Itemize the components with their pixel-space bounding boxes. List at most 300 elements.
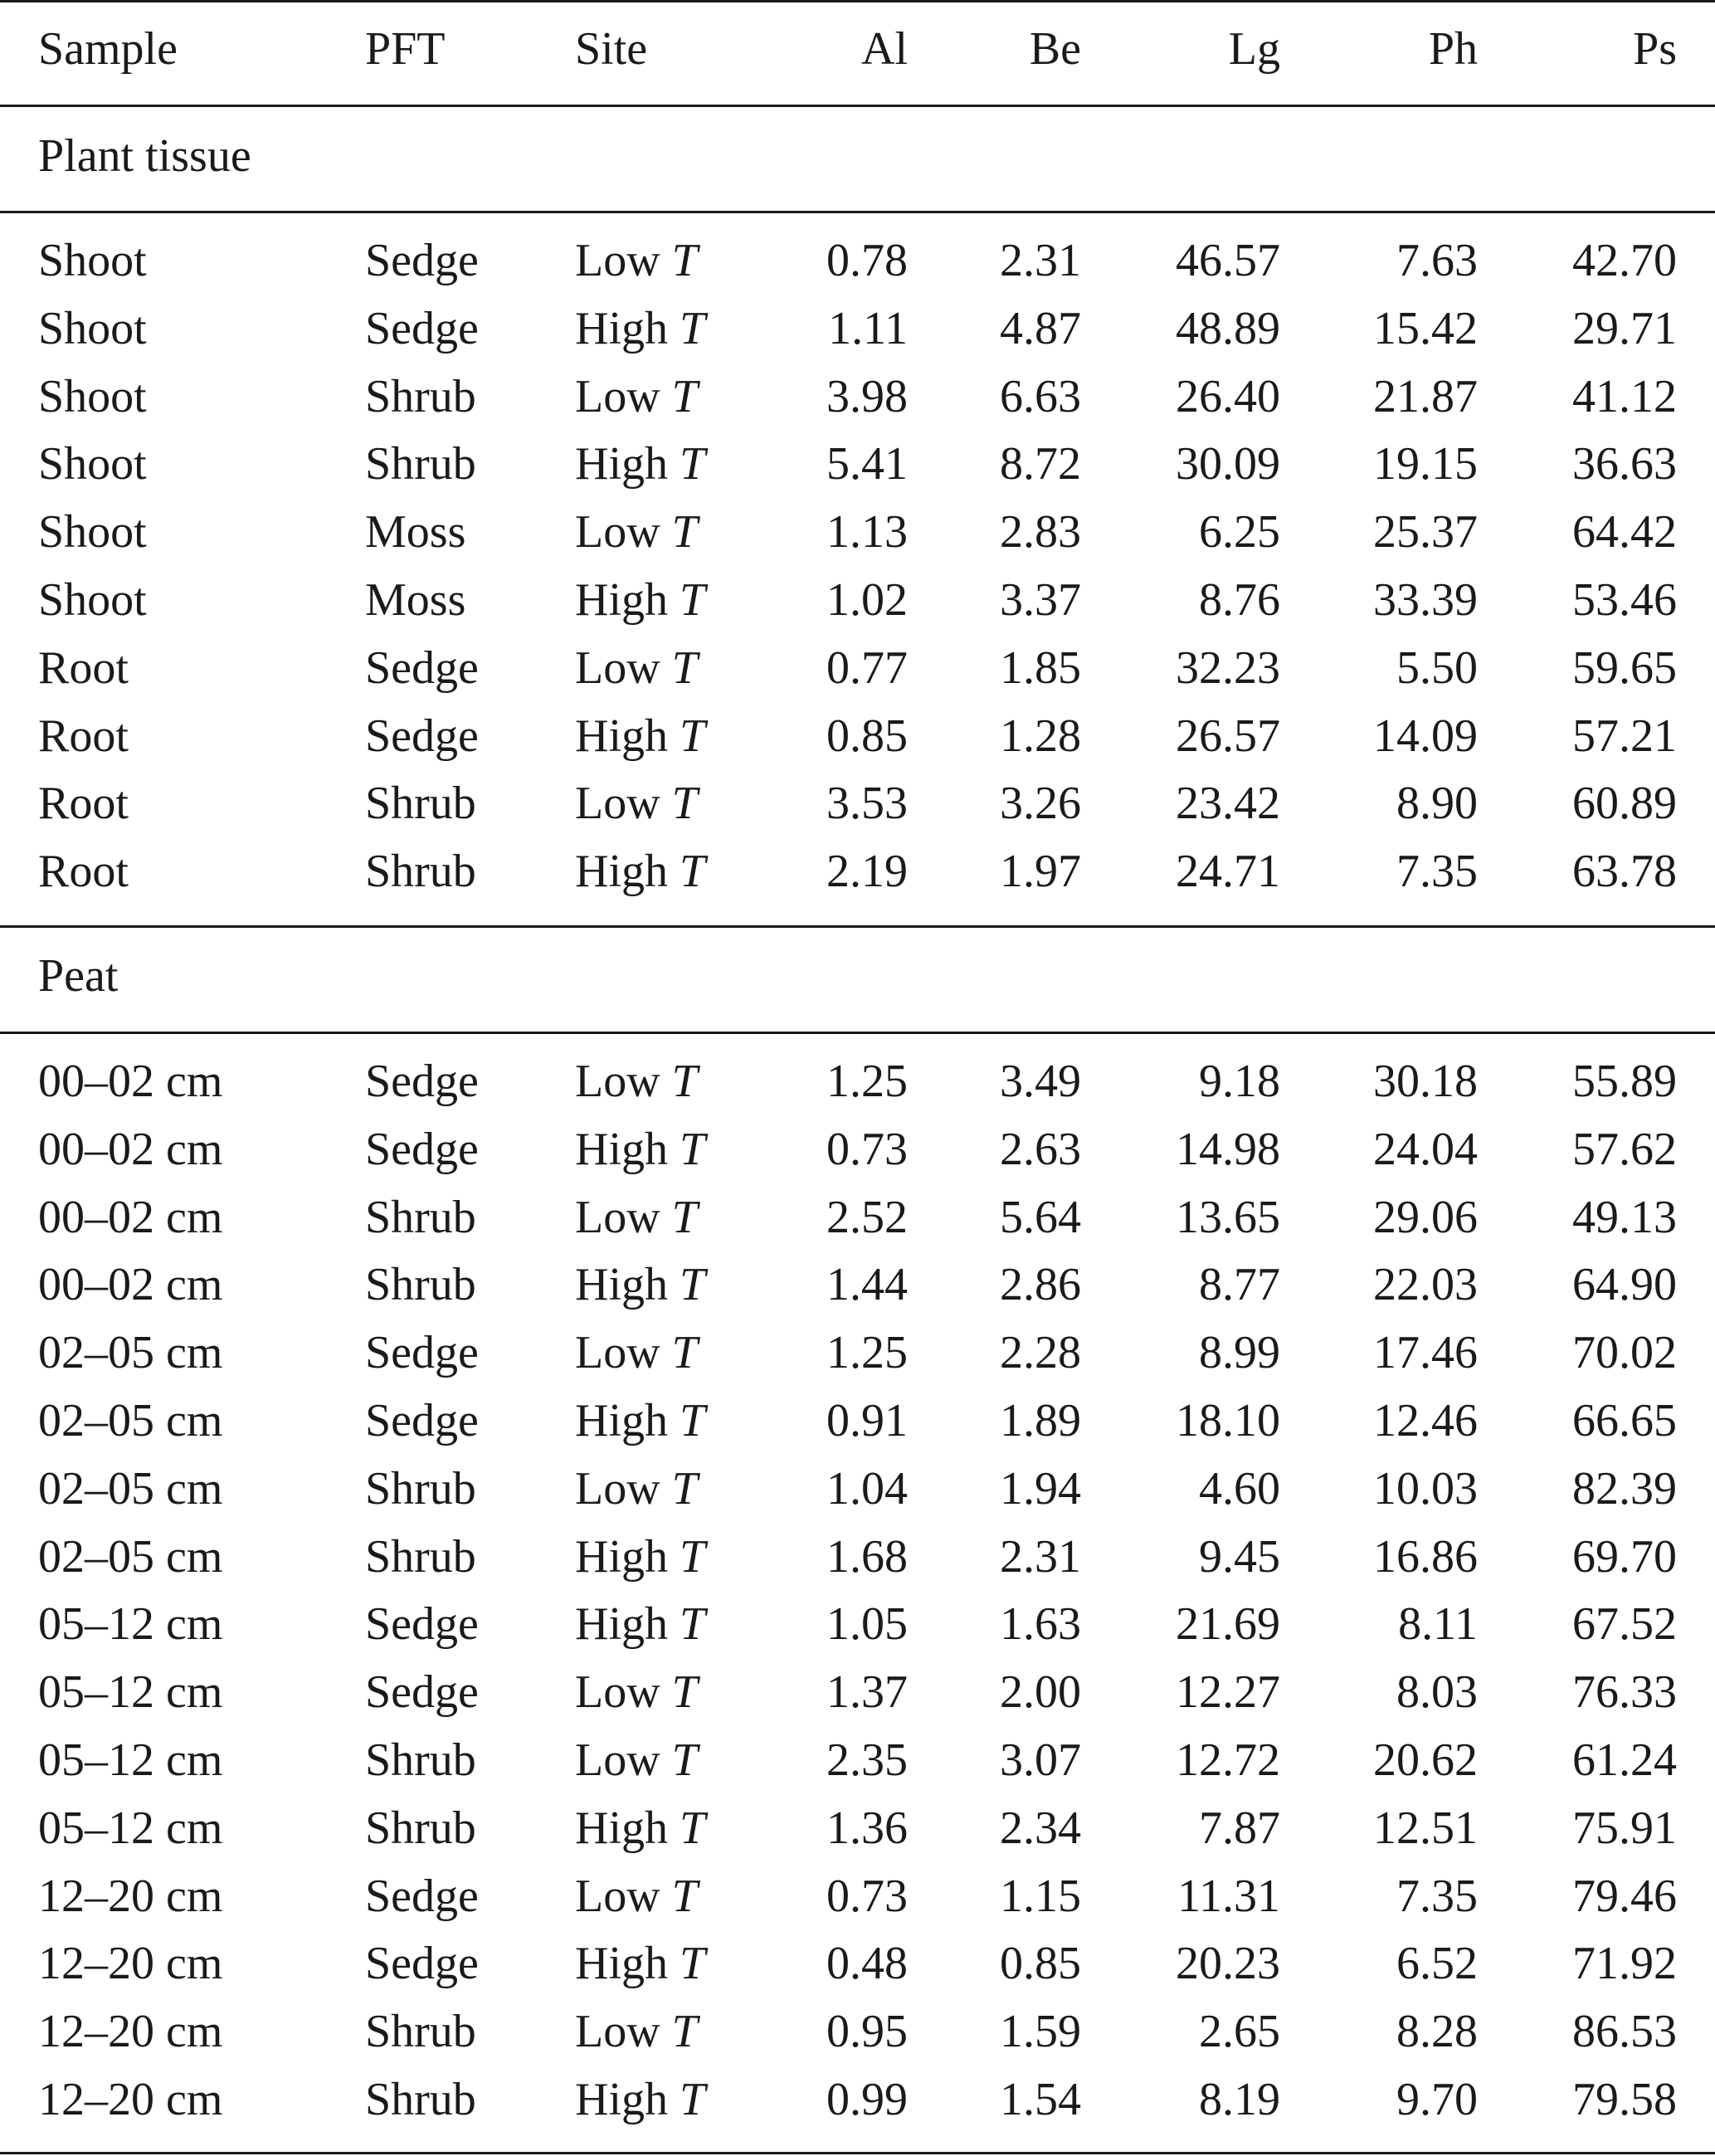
cell-lg: 12.72: [1176, 1734, 1280, 1786]
cell-sample: 00–02 cm: [38, 1056, 223, 1107]
temperature-symbol: T: [680, 574, 706, 626]
cell-al: 1.04: [826, 1462, 908, 1515]
cell-ph: 8.03: [1396, 1666, 1478, 1719]
cell-ps: 75.91: [1572, 1802, 1677, 1854]
cell-be: 1.59: [1000, 2006, 1081, 2058]
header-lg: Lg: [1228, 23, 1280, 75]
cell-ps: 69.70: [1572, 1530, 1677, 1583]
cell-be: 1.28: [1000, 710, 1081, 762]
cell-ps: 59.65: [1572, 641, 1677, 694]
cell-site: [575, 1115, 705, 1183]
table-row: [0, 498, 1715, 566]
cell-ph: 7.63: [1396, 235, 1478, 286]
temperature-symbol: T: [671, 1666, 698, 1719]
cell-ph: 7.35: [1396, 846, 1478, 898]
cell-al: 0.91: [826, 1395, 908, 1446]
temperature-symbol: T: [671, 2006, 698, 2058]
site-level: Low: [575, 1734, 660, 1786]
cell-site: [575, 1862, 698, 1930]
cell-site: [575, 1997, 698, 2066]
cell-lg: 11.31: [1177, 1870, 1280, 1922]
header-al: Al: [861, 23, 908, 75]
cell-sample: Shoot: [38, 302, 147, 354]
temperature-symbol: T: [671, 1191, 698, 1243]
cell-be: 3.07: [1000, 1734, 1081, 1786]
cell-be: 3.26: [1000, 778, 1081, 830]
cell-be: 6.63: [1000, 370, 1081, 422]
cell-al: 0.95: [826, 2006, 908, 2058]
cell-sample: 12–20 cm: [38, 1870, 223, 1922]
cell-pft: Shrub: [365, 2006, 476, 2058]
cell-be: 2.86: [1000, 1259, 1081, 1311]
cell-lg: 32.23: [1176, 641, 1280, 694]
cell-sample: Shoot: [38, 438, 147, 490]
temperature-symbol: T: [680, 846, 706, 898]
section-label: Peat: [38, 950, 119, 1002]
cell-pft: Shrub: [365, 1530, 476, 1583]
cell-sample: Root: [38, 710, 129, 762]
cell-lg: 18.10: [1176, 1395, 1280, 1446]
section-rule-below: [0, 211, 1715, 213]
site-level: Low: [575, 778, 660, 830]
header-site: Site: [575, 23, 648, 75]
cell-ph: 9.70: [1396, 2074, 1478, 2125]
site-level: Low: [575, 370, 660, 422]
cell-be: 2.34: [1000, 1802, 1081, 1854]
temperature-symbol: T: [671, 1870, 698, 1922]
cell-ps: 63.78: [1572, 846, 1677, 898]
cell-lg: 8.76: [1199, 574, 1280, 626]
cell-sample: 02–05 cm: [38, 1462, 223, 1515]
cell-lg: 9.18: [1199, 1056, 1280, 1107]
temperature-symbol: T: [671, 235, 698, 286]
site-level: Low: [575, 1462, 660, 1515]
cell-sample: 00–02 cm: [38, 1259, 223, 1311]
cell-be: 3.37: [1000, 574, 1081, 626]
cell-ph: 15.42: [1373, 302, 1478, 354]
table-row: [0, 566, 1715, 634]
cell-al: 1.37: [826, 1666, 908, 1719]
cell-ph: 16.86: [1373, 1530, 1478, 1583]
cell-site: [575, 837, 705, 905]
cell-lg: 4.60: [1199, 1462, 1280, 1515]
cell-sample: Shoot: [38, 370, 147, 422]
cell-pft: Sedge: [365, 1938, 479, 1990]
temperature-symbol: T: [671, 1734, 698, 1786]
cell-ph: 14.09: [1373, 710, 1478, 762]
cell-pft: Shrub: [365, 1734, 476, 1786]
site-level: Low: [575, 1056, 660, 1107]
site-level: High: [575, 1938, 668, 1990]
section-label-row: [0, 122, 1715, 190]
cell-site: [575, 227, 698, 295]
cell-ps: 71.92: [1572, 1938, 1677, 1990]
cell-be: 3.49: [1000, 1056, 1081, 1107]
cell-ph: 24.04: [1373, 1123, 1478, 1175]
table-row: [0, 1115, 1715, 1183]
temperature-symbol: T: [680, 2074, 706, 2125]
section-label-row: [0, 942, 1715, 1010]
cell-lg: 26.40: [1176, 370, 1280, 422]
site-level: High: [575, 1530, 668, 1583]
cell-sample: Root: [38, 778, 129, 830]
cell-pft: Sedge: [365, 710, 479, 762]
cell-ps: 79.46: [1572, 1870, 1677, 1922]
cell-be: 2.28: [1000, 1327, 1081, 1379]
cell-ph: 12.46: [1373, 1395, 1478, 1446]
table-row: [0, 1455, 1715, 1523]
cell-site: [575, 1047, 698, 1115]
site-level: Low: [575, 641, 660, 694]
cell-ps: 57.21: [1572, 710, 1677, 762]
site-level: High: [575, 438, 668, 490]
cell-al: 1.36: [826, 1802, 908, 1854]
header-ph: Ph: [1428, 23, 1478, 75]
cell-pft: Sedge: [365, 302, 479, 354]
cell-ph: 19.15: [1373, 438, 1478, 490]
table-row: [0, 1929, 1715, 1997]
cell-pft: Sedge: [365, 1395, 479, 1446]
cell-pft: Sedge: [365, 235, 479, 286]
cell-pft: Shrub: [365, 1191, 476, 1243]
cell-site: [575, 430, 705, 498]
cell-pft: Shrub: [365, 370, 476, 422]
cell-be: 1.63: [1000, 1598, 1081, 1651]
header-ps: Ps: [1633, 23, 1677, 75]
cell-be: 5.64: [1000, 1191, 1081, 1243]
temperature-symbol: T: [680, 1802, 706, 1854]
site-level: Low: [575, 1666, 660, 1719]
cell-ps: 41.12: [1572, 370, 1677, 422]
cell-sample: Shoot: [38, 235, 147, 286]
cell-site: [575, 1658, 698, 1726]
cell-ph: 20.62: [1373, 1734, 1478, 1786]
table-row: [0, 1794, 1715, 1862]
cell-ps: 36.63: [1572, 438, 1677, 490]
cell-be: 2.00: [1000, 1666, 1081, 1719]
cell-al: 0.85: [826, 710, 908, 762]
cell-al: 0.78: [826, 235, 908, 286]
cell-ph: 22.03: [1373, 1259, 1478, 1311]
site-level: Low: [575, 1191, 660, 1243]
cell-al: 0.73: [826, 1123, 908, 1175]
cell-pft: Shrub: [365, 1259, 476, 1311]
table-row: [0, 769, 1715, 837]
cell-lg: 24.71: [1176, 846, 1280, 898]
cell-site: [575, 1590, 705, 1658]
cell-pft: Sedge: [365, 1666, 479, 1719]
temperature-symbol: T: [671, 1056, 698, 1107]
table-row: [0, 1997, 1715, 2066]
site-level: High: [575, 1259, 668, 1311]
header-sample: Sample: [38, 23, 178, 75]
cell-sample: 12–20 cm: [38, 1938, 223, 1990]
cell-pft: Shrub: [365, 1802, 476, 1854]
cell-site: [575, 2066, 705, 2134]
cell-ph: 33.39: [1373, 574, 1478, 626]
cell-ph: 8.28: [1396, 2006, 1478, 2058]
cell-ph: 12.51: [1373, 1802, 1478, 1854]
cell-pft: Sedge: [365, 1056, 479, 1107]
temperature-symbol: T: [671, 370, 698, 422]
top-rule: [0, 0, 1715, 2]
site-level: High: [575, 846, 668, 898]
cell-al: 1.68: [826, 1530, 908, 1583]
cell-pft: Moss: [365, 506, 466, 559]
cell-ps: 64.90: [1572, 1259, 1677, 1311]
cell-sample: Shoot: [38, 506, 147, 559]
temperature-symbol: T: [671, 641, 698, 694]
site-level: Low: [575, 2006, 660, 2058]
cell-lg: 8.19: [1199, 2074, 1280, 2125]
cell-al: 1.25: [826, 1056, 908, 1107]
table-row: [0, 1047, 1715, 1115]
site-level: Low: [575, 506, 660, 559]
cell-sample: 02–05 cm: [38, 1327, 223, 1379]
bottom-rule: [0, 2152, 1715, 2154]
temperature-symbol: T: [680, 1598, 706, 1651]
cell-ps: 67.52: [1572, 1598, 1677, 1651]
table-row: [0, 1658, 1715, 1726]
table-row: [0, 837, 1715, 905]
cell-pft: Moss: [365, 574, 466, 626]
table-row: [0, 1862, 1715, 1930]
cell-lg: 20.23: [1176, 1938, 1280, 1990]
cell-al: 2.52: [826, 1191, 908, 1243]
cell-sample: 02–05 cm: [38, 1395, 223, 1446]
cell-lg: 12.27: [1176, 1666, 1280, 1719]
temperature-symbol: T: [680, 1259, 706, 1311]
table-row: [0, 363, 1715, 431]
cell-ph: 7.35: [1396, 1870, 1478, 1922]
table-row: [0, 1319, 1715, 1387]
cell-al: 0.73: [826, 1870, 908, 1922]
site-level: High: [575, 1802, 668, 1854]
table-row: [0, 227, 1715, 295]
cell-sample: Shoot: [38, 574, 147, 626]
cell-site: [575, 1251, 705, 1319]
cell-site: [575, 1319, 698, 1387]
cell-sample: Root: [38, 846, 129, 898]
temperature-symbol: T: [680, 302, 706, 354]
cell-lg: 14.98: [1176, 1123, 1280, 1175]
temperature-symbol: T: [680, 710, 706, 762]
cell-ps: 55.89: [1572, 1056, 1677, 1107]
cell-site: [575, 1455, 698, 1523]
cell-ps: 57.62: [1572, 1123, 1677, 1175]
site-level: High: [575, 1123, 668, 1175]
cell-ph: 25.37: [1373, 506, 1478, 559]
cell-be: 0.85: [1000, 1938, 1081, 1990]
cell-lg: 2.65: [1199, 2006, 1280, 2058]
cell-be: 1.54: [1000, 2074, 1081, 2125]
section-rule-above: [0, 105, 1715, 107]
table-row: [0, 1726, 1715, 1794]
cell-al: 1.13: [826, 506, 908, 559]
cell-pft: Sedge: [365, 1598, 479, 1651]
cell-ph: 6.52: [1396, 1938, 1478, 1990]
cell-ps: 82.39: [1572, 1462, 1677, 1515]
section-label: Plant tissue: [38, 130, 251, 182]
cell-pft: Shrub: [365, 846, 476, 898]
temperature-symbol: T: [671, 506, 698, 559]
temperature-symbol: T: [680, 1530, 706, 1583]
cell-al: 3.98: [826, 370, 908, 422]
cell-site: [575, 1929, 705, 1997]
cell-ps: 79.58: [1572, 2074, 1677, 2125]
cell-ps: 53.46: [1572, 574, 1677, 626]
cell-ph: 5.50: [1396, 641, 1478, 694]
cell-al: 5.41: [826, 438, 908, 490]
cell-lg: 26.57: [1176, 710, 1280, 762]
cell-pft: Shrub: [365, 778, 476, 830]
cell-sample: 12–20 cm: [38, 2074, 223, 2125]
cell-ph: 8.11: [1398, 1598, 1478, 1651]
cell-al: 1.02: [826, 574, 908, 626]
cell-lg: 6.25: [1199, 506, 1280, 559]
cell-site: [575, 702, 705, 770]
cell-ps: 49.13: [1572, 1191, 1677, 1243]
cell-be: 1.15: [1000, 1870, 1081, 1922]
table-row: [0, 1387, 1715, 1455]
table-row: [0, 1523, 1715, 1591]
cell-al: 3.53: [826, 778, 908, 830]
temperature-symbol: T: [680, 1395, 706, 1446]
cell-ph: 29.06: [1373, 1191, 1478, 1243]
cell-be: 8.72: [1000, 438, 1081, 490]
cell-lg: 13.65: [1176, 1191, 1280, 1243]
cell-sample: 00–02 cm: [38, 1123, 223, 1175]
table-row: [0, 295, 1715, 363]
cell-ps: 86.53: [1572, 2006, 1677, 2058]
section-divider-rule: [0, 925, 1715, 928]
cell-lg: 8.99: [1199, 1327, 1280, 1379]
site-level: Low: [575, 1870, 660, 1922]
cell-ph: 30.18: [1373, 1056, 1478, 1107]
cell-lg: 30.09: [1176, 438, 1280, 490]
site-level: Low: [575, 235, 660, 286]
site-level: High: [575, 710, 668, 762]
table-row: [0, 1590, 1715, 1658]
cell-pft: Sedge: [365, 1123, 479, 1175]
cell-sample: 05–12 cm: [38, 1802, 223, 1854]
table-row: [0, 430, 1715, 498]
cell-be: 1.97: [1000, 846, 1081, 898]
cell-ps: 64.42: [1572, 506, 1677, 559]
site-level: High: [575, 2074, 668, 2125]
site-level: High: [575, 1598, 668, 1651]
cell-lg: 46.57: [1176, 235, 1280, 286]
table-row: [0, 634, 1715, 702]
cell-site: [575, 634, 698, 702]
temperature-symbol: T: [680, 1938, 706, 1990]
cell-site: [575, 1794, 705, 1862]
cell-be: 2.31: [1000, 235, 1081, 286]
table-row: [0, 1183, 1715, 1251]
temperature-symbol: T: [671, 1462, 698, 1515]
cell-pft: Sedge: [365, 641, 479, 694]
cell-ps: 60.89: [1572, 778, 1677, 830]
cell-site: [575, 295, 705, 363]
cell-al: 1.44: [826, 1259, 908, 1311]
cell-ps: 66.65: [1572, 1395, 1677, 1446]
header-be: Be: [1029, 23, 1081, 75]
cell-site: [575, 363, 698, 431]
header-row: [0, 15, 1715, 83]
cell-site: [575, 1183, 698, 1251]
cell-site: [575, 1387, 705, 1455]
cell-sample: 12–20 cm: [38, 2006, 223, 2058]
cell-site: [575, 498, 698, 566]
cell-site: [575, 769, 698, 837]
cell-ps: 42.70: [1572, 235, 1677, 286]
cell-sample: Root: [38, 641, 129, 694]
temperature-symbol: T: [671, 778, 698, 830]
cell-sample: 05–12 cm: [38, 1598, 223, 1651]
cell-be: 1.85: [1000, 641, 1081, 694]
cell-ps: 76.33: [1572, 1666, 1677, 1719]
cell-ps: 70.02: [1572, 1327, 1677, 1379]
table-row: [0, 1251, 1715, 1319]
cell-sample: 05–12 cm: [38, 1734, 223, 1786]
cell-lg: 48.89: [1176, 302, 1280, 354]
cell-sample: 02–05 cm: [38, 1530, 223, 1583]
cell-al: 1.05: [826, 1598, 908, 1651]
cell-be: 2.31: [1000, 1530, 1081, 1583]
cell-lg: 7.87: [1199, 1802, 1280, 1854]
cell-ps: 29.71: [1572, 302, 1677, 354]
cell-al: 1.25: [826, 1327, 908, 1379]
cell-be: 1.89: [1000, 1395, 1081, 1446]
cell-site: [575, 1523, 705, 1591]
cell-lg: 9.45: [1199, 1530, 1280, 1583]
cell-be: 4.87: [1000, 302, 1081, 354]
site-level: High: [575, 574, 668, 626]
cell-al: 1.11: [828, 302, 908, 354]
cell-be: 2.63: [1000, 1123, 1081, 1175]
table-row: [0, 2066, 1715, 2134]
cell-al: 0.99: [826, 2074, 908, 2125]
cell-al: 0.77: [826, 641, 908, 694]
cell-al: 2.35: [826, 1734, 908, 1786]
cell-ph: 8.90: [1396, 778, 1478, 830]
cell-ph: 10.03: [1373, 1462, 1478, 1515]
cell-lg: 21.69: [1176, 1598, 1280, 1651]
cell-pft: Shrub: [365, 1462, 476, 1515]
site-level: High: [575, 302, 668, 354]
cell-al: 2.19: [826, 846, 908, 898]
table-row: [0, 702, 1715, 770]
cell-lg: 8.77: [1199, 1259, 1280, 1311]
cell-pft: Shrub: [365, 2074, 476, 2125]
cell-pft: Sedge: [365, 1327, 479, 1379]
section-rule-below: [0, 1032, 1715, 1034]
cell-pft: Sedge: [365, 1870, 479, 1922]
cell-ps: 61.24: [1572, 1734, 1677, 1786]
cell-site: [575, 1726, 698, 1794]
header-pft: PFT: [365, 23, 446, 75]
cell-sample: 00–02 cm: [38, 1191, 223, 1243]
temperature-symbol: T: [671, 1327, 698, 1379]
cell-ph: 21.87: [1373, 370, 1478, 422]
cell-al: 0.48: [826, 1938, 908, 1990]
temperature-symbol: T: [680, 438, 706, 490]
cell-ph: 17.46: [1373, 1327, 1478, 1379]
cell-lg: 23.42: [1176, 778, 1280, 830]
cell-site: [575, 566, 705, 634]
cell-be: 1.94: [1000, 1462, 1081, 1515]
cell-sample: 05–12 cm: [38, 1666, 223, 1719]
